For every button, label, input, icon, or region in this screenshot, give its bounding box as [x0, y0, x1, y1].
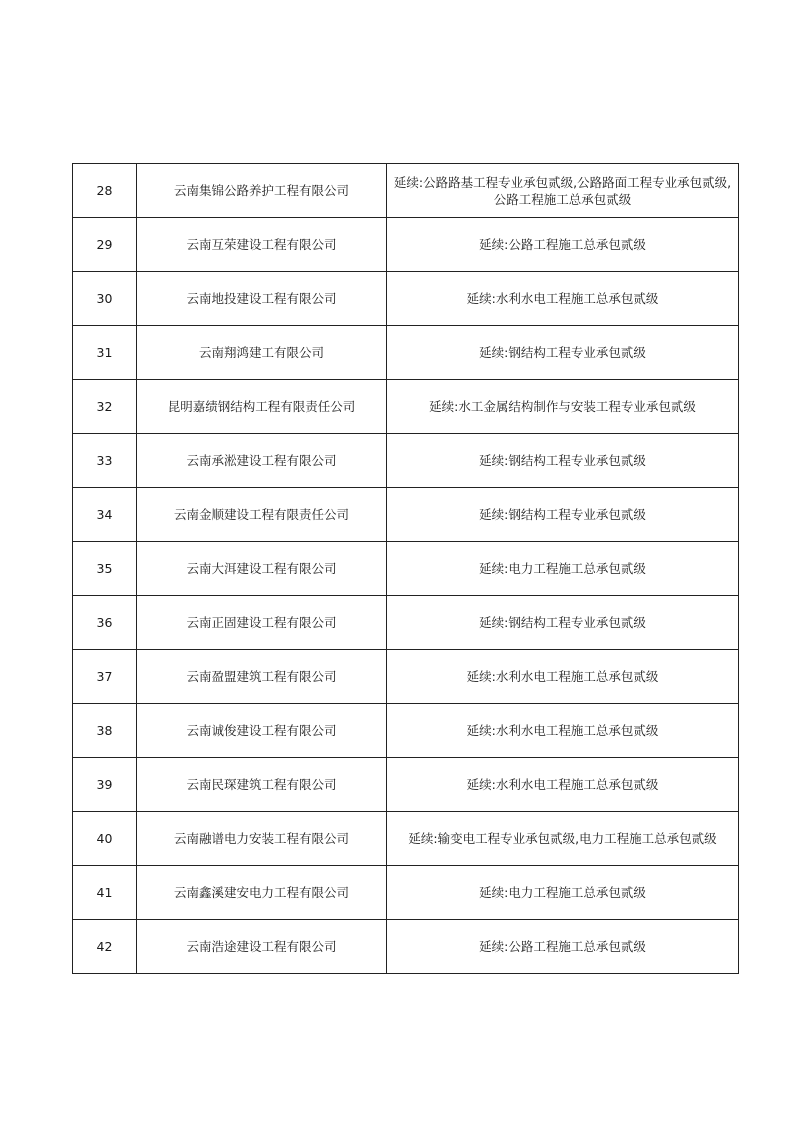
table-row — [73, 272, 739, 326]
table-row — [73, 542, 739, 596]
row-number: 42 — [73, 920, 137, 974]
company-name: 云南集锦公路养护工程有限公司 — [137, 164, 387, 218]
company-name: 云南民琛建筑工程有限公司 — [137, 758, 387, 812]
row-number: 39 — [73, 758, 137, 812]
row-number: 40 — [73, 812, 137, 866]
table-row — [73, 434, 739, 488]
table-row — [73, 326, 739, 380]
table-row — [73, 380, 739, 434]
qualification-text: 延续:水利水电工程施工总承包贰级 — [387, 758, 739, 812]
qualification-text: 延续:水工金属结构制作与安装工程专业承包贰级 — [387, 380, 739, 434]
table-row — [73, 596, 739, 650]
company-name: 云南互荣建设工程有限公司 — [137, 218, 387, 272]
row-number: 38 — [73, 704, 137, 758]
company-name: 云南金顺建设工程有限责任公司 — [137, 488, 387, 542]
company-name: 昆明嘉绩钢结构工程有限责任公司 — [137, 380, 387, 434]
table-row — [73, 650, 739, 704]
row-number: 37 — [73, 650, 137, 704]
row-number: 34 — [73, 488, 137, 542]
row-number: 36 — [73, 596, 137, 650]
table-row — [73, 488, 739, 542]
company-name: 云南诚俊建设工程有限公司 — [137, 704, 387, 758]
table-row — [73, 866, 739, 920]
company-name: 云南翔鸿建工有限公司 — [137, 326, 387, 380]
table-row — [73, 758, 739, 812]
qualification-text: 延续:钢结构工程专业承包贰级 — [387, 326, 739, 380]
company-name: 云南鑫溪建安电力工程有限公司 — [137, 866, 387, 920]
company-name: 云南融谱电力安装工程有限公司 — [137, 812, 387, 866]
company-name: 云南大洱建设工程有限公司 — [137, 542, 387, 596]
row-number: 35 — [73, 542, 137, 596]
table-row — [73, 704, 739, 758]
qualification-text: 延续:水利水电工程施工总承包贰级 — [387, 650, 739, 704]
table-row — [73, 920, 739, 974]
row-number: 41 — [73, 866, 137, 920]
table-row — [73, 812, 739, 866]
qualification-text: 延续:水利水电工程施工总承包贰级 — [387, 704, 739, 758]
qualification-text: 延续:公路工程施工总承包贰级 — [387, 218, 739, 272]
qualification-text: 延续:电力工程施工总承包贰级 — [387, 542, 739, 596]
table-body — [73, 164, 739, 974]
qualification-text: 延续:钢结构工程专业承包贰级 — [387, 596, 739, 650]
table-row — [73, 218, 739, 272]
qualification-text: 延续:公路路基工程专业承包贰级,公路路面工程专业承包贰级,公路工程施工总承包贰级 — [387, 164, 739, 218]
company-name: 云南盈盟建筑工程有限公司 — [137, 650, 387, 704]
row-number: 33 — [73, 434, 137, 488]
company-name: 云南浩途建设工程有限公司 — [137, 920, 387, 974]
row-number: 32 — [73, 380, 137, 434]
qualification-table — [72, 163, 739, 974]
qualification-text: 延续:公路工程施工总承包贰级 — [387, 920, 739, 974]
row-number: 30 — [73, 272, 137, 326]
row-number: 29 — [73, 218, 137, 272]
row-number: 28 — [73, 164, 137, 218]
qualification-text: 延续:输变电工程专业承包贰级,电力工程施工总承包贰级 — [387, 812, 739, 866]
company-name: 云南承淞建设工程有限公司 — [137, 434, 387, 488]
qualification-text: 延续:水利水电工程施工总承包贰级 — [387, 272, 739, 326]
table-row — [73, 164, 739, 218]
qualification-text: 延续:钢结构工程专业承包贰级 — [387, 434, 739, 488]
row-number: 31 — [73, 326, 137, 380]
qualification-text: 延续:电力工程施工总承包贰级 — [387, 866, 739, 920]
company-name: 云南正固建设工程有限公司 — [137, 596, 387, 650]
company-name: 云南地投建设工程有限公司 — [137, 272, 387, 326]
qualification-text: 延续:钢结构工程专业承包贰级 — [387, 488, 739, 542]
